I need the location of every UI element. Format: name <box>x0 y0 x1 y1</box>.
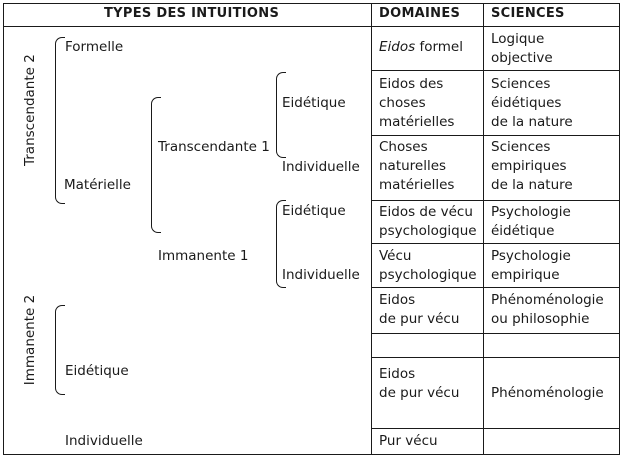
domaine-cell <box>379 291 459 329</box>
label-transcendante-1: Transcendante 1 <box>158 139 270 155</box>
domaine-cell <box>379 247 477 285</box>
science-line: éidétiques <box>491 95 562 111</box>
domaine-line: de pur vécu <box>379 311 460 327</box>
domaine-text: formel <box>415 39 463 55</box>
domaine-line: de pur vécu <box>379 385 460 401</box>
science-line: Logique <box>491 31 545 47</box>
science-cell <box>491 75 573 132</box>
domaine-line: Eidos de vécu <box>379 204 473 220</box>
label-immanente-2: Immanente 2 <box>22 294 38 386</box>
science-cell <box>491 247 571 285</box>
label-materielle: Matérielle <box>64 177 131 193</box>
science-line: Sciences <box>491 139 551 155</box>
domaine-cell <box>379 38 463 57</box>
label-eidetique-psychologique: Eidétique <box>282 203 346 219</box>
science-cell <box>491 203 571 241</box>
domaine-line: matérielles <box>379 177 455 193</box>
science-line: éidétique <box>491 223 555 239</box>
label-individuelle-materielle: Individuelle <box>282 159 360 175</box>
bracket-transcendante-1 <box>151 97 161 233</box>
domaine-line: matérielles <box>379 114 455 130</box>
domaine-line: psychologique <box>379 223 477 239</box>
label-individuelle-psychologique: Individuelle <box>282 267 360 283</box>
header-domaines: DOMAINES <box>379 6 461 21</box>
bracket-materielle-eidetic-individual <box>276 72 286 158</box>
domaine-cell <box>379 75 454 132</box>
domaine-cell <box>379 365 459 403</box>
domaine-line: Eidos des <box>379 76 444 92</box>
science-line: empiriques <box>491 158 567 174</box>
label-individuelle-pur: Individuelle <box>65 433 143 449</box>
label-formelle: Formelle <box>65 39 124 55</box>
domaine-line: choses <box>379 95 426 111</box>
bracket-immanente-2 <box>55 305 65 395</box>
header-sciences: SCIENCES <box>491 6 565 21</box>
label-eidetique-materielle: Eidétique <box>282 95 346 111</box>
header-types: TYPES DES INTUITIONS <box>104 6 280 21</box>
science-line: Phénoménologie <box>491 385 604 401</box>
label-transcendante-2: Transcendante 2 <box>22 54 38 166</box>
label-immanente-1: Immanente 1 <box>158 248 249 264</box>
domaine-line: Eidos <box>379 366 416 382</box>
science-line: de la nature <box>491 114 573 130</box>
science-cell <box>491 30 553 68</box>
science-line: Psychologie <box>491 248 571 264</box>
science-line: de la nature <box>491 177 573 193</box>
science-line: Phénoménologie <box>491 292 604 308</box>
science-line: ou philosophie <box>491 311 590 327</box>
label-eidetique-pur: Eidétique <box>65 363 129 379</box>
domaine-line: Pur vécu <box>379 433 438 449</box>
science-line: objective <box>491 50 553 66</box>
science-cell <box>491 291 604 329</box>
science-cell <box>491 138 573 195</box>
science-line: Sciences <box>491 76 551 92</box>
domaine-line: Vécu <box>379 248 412 264</box>
domaine-cell <box>379 138 454 195</box>
domaine-emphasis: Eidos <box>379 39 416 55</box>
domaine-cell <box>379 432 438 451</box>
science-line: Psychologie <box>491 204 571 220</box>
domaine-line: naturelles <box>379 158 447 174</box>
domaine-line: psychologique <box>379 267 477 283</box>
domaine-cell <box>379 203 477 241</box>
domaine-line: Choses <box>379 139 428 155</box>
science-cell <box>491 384 604 403</box>
domaine-line: Eidos <box>379 292 416 308</box>
science-line: empirique <box>491 267 560 283</box>
